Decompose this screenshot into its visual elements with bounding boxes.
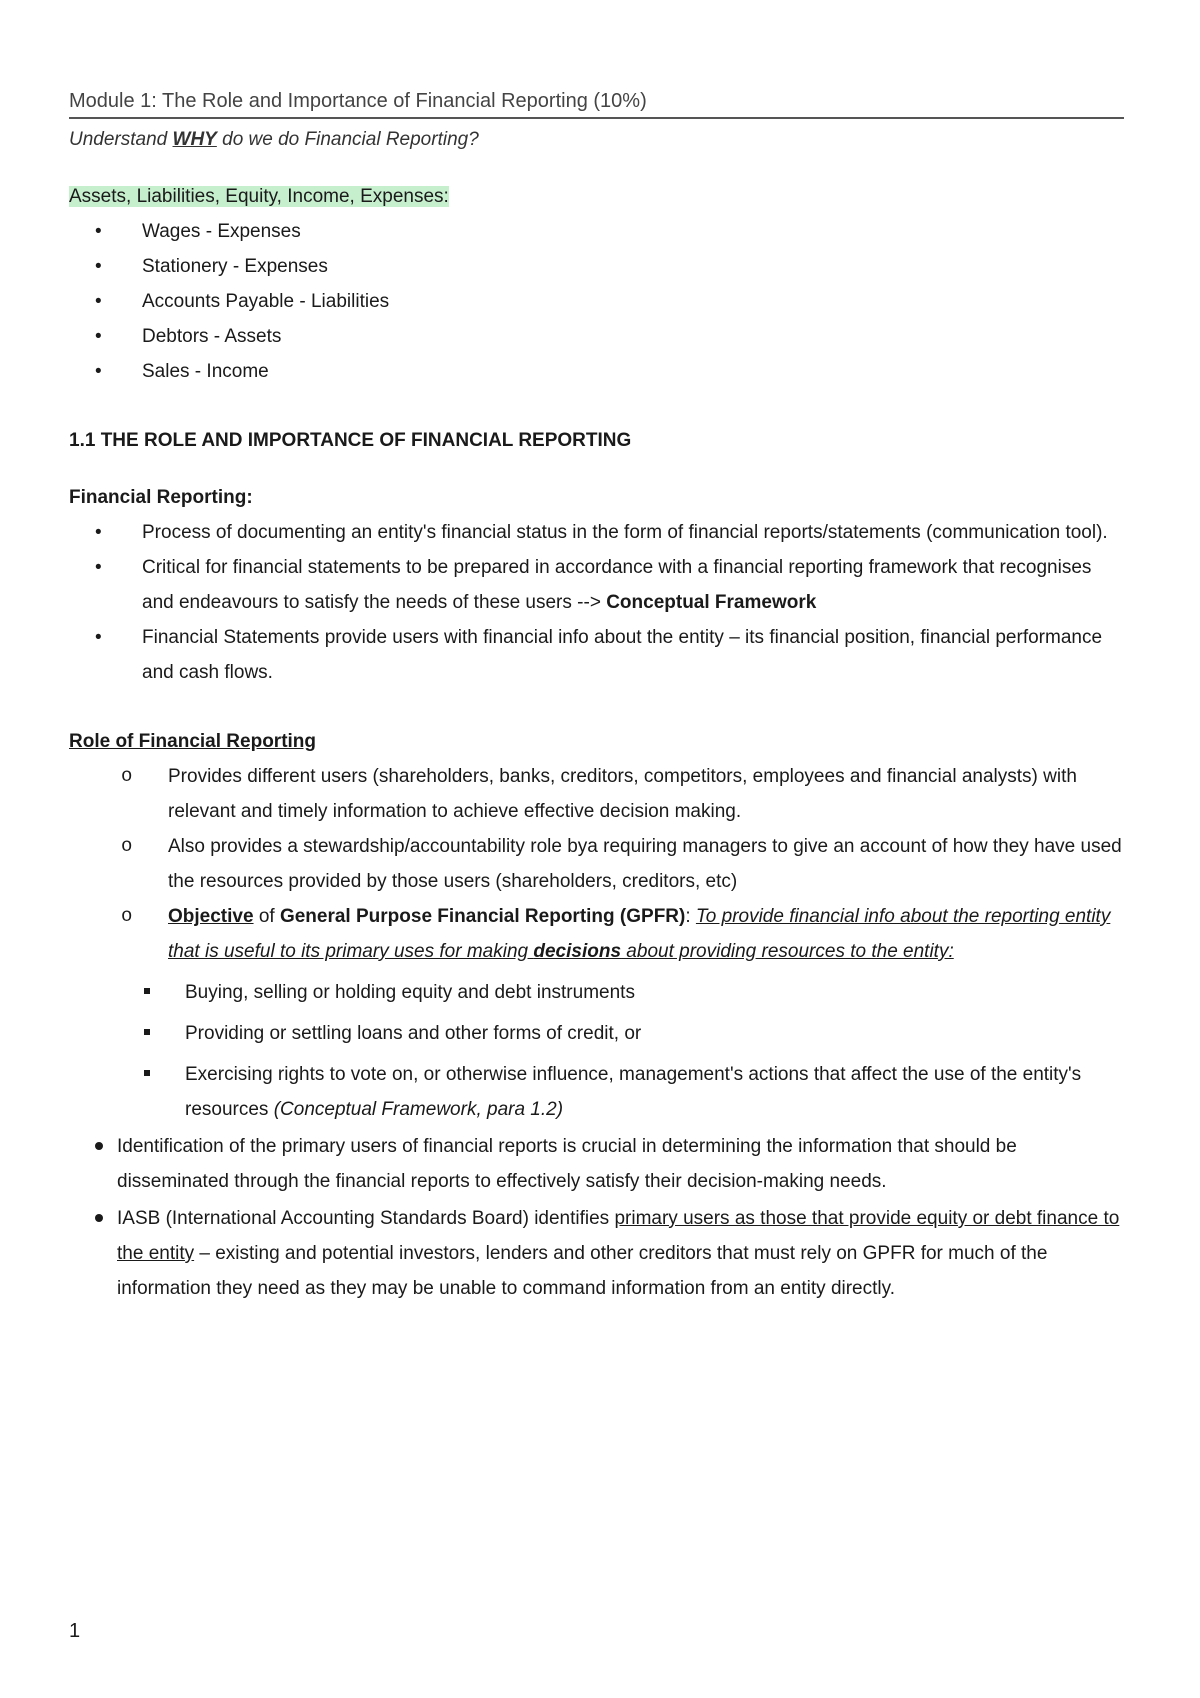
decision-list	[69, 975, 1124, 1127]
objective-label: Objective	[168, 906, 254, 927]
classification-heading: Assets, Liabilities, Equity, Income, Expenses:	[69, 186, 449, 207]
citation: (Conceptual Framework, para 1.2)	[273, 1099, 564, 1120]
classification-item: • Sales - Income	[69, 354, 1124, 389]
primary-users-item: Identification of the primary users of financial reports is crucial in determining the information that should be disseminated through the financial reports to effectively satisfy their decision-making needs.	[69, 1129, 1124, 1199]
objective-definition: To provide financial info about the reporting entity that is useful to its primary uses for making decisions about providing resources to the entity:	[168, 906, 1111, 962]
primary-users-definition: primary users as those that provide equity or debt finance to the entity	[117, 1208, 1120, 1264]
decisions-term: decisions	[533, 941, 622, 962]
role-heading: Role of Financial Reporting	[69, 731, 317, 752]
classification-item: • Accounts Payable - Liabilities	[69, 284, 1124, 319]
classification-item: • Debtors - Assets	[69, 319, 1124, 354]
financial-reporting-item: • Financial Statements provide users with financial info about the entity – its financial position, financial performance and cash flows.	[69, 620, 1124, 690]
conceptual-framework-term: Conceptual Framework	[606, 592, 817, 613]
role-list	[69, 759, 1124, 969]
page-content	[69, 86, 1124, 1306]
financial-reporting-item: • Process of documenting an entity's financial status in the form of financial reports/statements (communication tool).	[69, 515, 1124, 550]
decision-item: Providing or settling loans and other forms of credit, or	[69, 1016, 1124, 1051]
module-subtitle	[69, 122, 1124, 157]
role-item: o Also provides a stewardship/accountability role bya requiring managers to give an account of how they have used the resources provided by those users (shareholders, creditors, etc)	[69, 829, 1124, 899]
financial-reporting-heading: Financial Reporting:	[69, 487, 253, 508]
decision-item: Buying, selling or holding equity and debt instruments	[69, 975, 1124, 1010]
classification-list	[69, 214, 1124, 389]
primary-users-item: IASB (International Accounting Standards Board) identifies primary users as those that provide equity or debt finance to the entity – existing and potential investors, lenders and other creditors that must rely on GPFR for much of the information they need as they may be unable to command information from an entity directly.	[69, 1201, 1124, 1306]
role-objective-item: o Objective of General Purpose Financial Reporting (GPFR): To provide financial info about the reporting entity that is useful to its primary uses for making decisions about providing resources to the entity:	[69, 899, 1124, 969]
classification-item: • Stationery - Expenses	[69, 249, 1124, 284]
subtitle-before: Understand	[69, 129, 173, 150]
decision-item: Exercising rights to vote on, or otherwise influence, management's actions that affect the use of the entity's resources (Conceptual Framework, para 1.2)	[69, 1057, 1124, 1127]
financial-reporting-item: • Critical for financial statements to be prepared in accordance with a financial reporting framework that recognises and endeavours to satisfy the needs of these users --> Conceptual Framework	[69, 550, 1124, 620]
gpfr-term: General Purpose Financial Reporting (GPFR)	[279, 906, 686, 927]
financial-reporting-list	[69, 515, 1124, 690]
page-number: 1	[69, 1620, 81, 1642]
subtitle-why: WHY	[172, 129, 217, 150]
primary-users-list	[69, 1129, 1124, 1306]
classification-item: • Wages - Expenses	[69, 214, 1124, 249]
subtitle-after: do we do Financial Reporting?	[216, 129, 479, 150]
role-item: o Provides different users (shareholders, banks, creditors, competitors, employees and financial analysts) with relevant and timely information to achieve effective decision making.	[69, 759, 1124, 829]
module-header: Module 1: The Role and Importance of Financial Reporting (10%)	[69, 86, 1124, 119]
section-title: 1.1 THE ROLE AND IMPORTANCE OF FINANCIAL REPORTING	[69, 430, 632, 451]
